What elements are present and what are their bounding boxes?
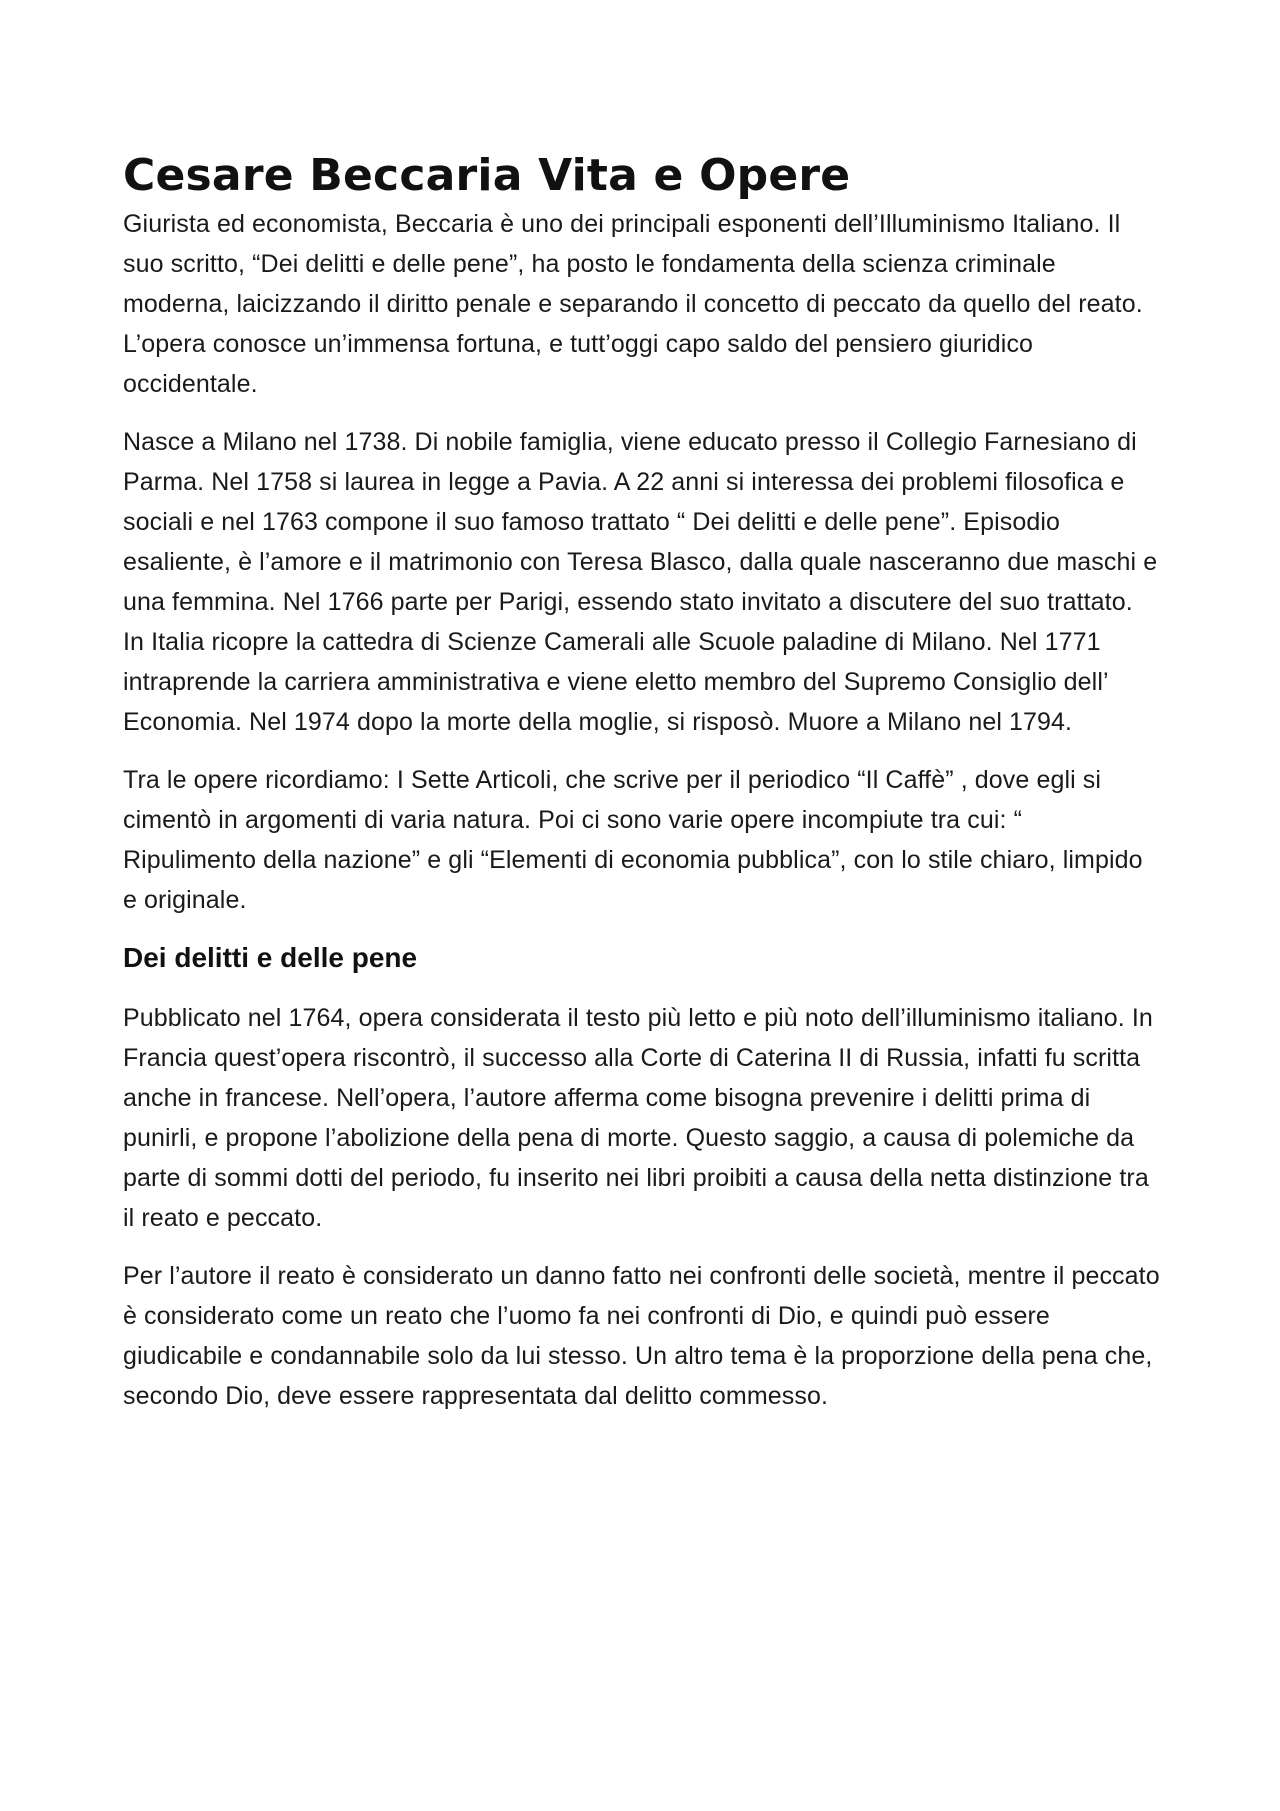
section-heading: Dei delitti e delle pene	[123, 942, 418, 973]
paragraph-works: Tra le opere ricordiamo: I Sette Articoli, che scrive per il periodico “Il Caffè” , dove egli si cimentò in argomenti di varia natura. Poi ci sono varie opere incompiute tra cui: “ Ripulimento della nazione” e gli “Elementi di economia pubblica”, con lo stile chiaro, limpido e originale.	[123, 766, 1143, 914]
paragraph-biography: Nasce a Milano nel 1738. Di nobile famiglia, viene educato presso il Collegio Farnesiano di Parma. Nel 1758 si laurea in legge a Pavia. A 22 anni si interessa dei problemi filosofica e sociali e nel 1763 compone il suo famoso trattato “ Dei delitti e delle pene”. Episodio esaliente, è l’amore e il matrimonio con Teresa Blasco, dalla quale nasceranno due maschi e una femmina. Nel 1766 parte per Parigi, essendo stato invitato a discutere del suo trattato. In Italia ricopre la cattedra di Scienze Camerali alle Scuole paladine di Milano. Nel 1771 intraprende la carriera amministrativa e viene eletto membro del Supremo Consiglio dell’ Economia. Nel 1974 dopo la morte della moglie, si risposò. Muore a Milano nel 1794.	[123, 428, 1158, 736]
document-title: Cesare Beccaria Vita e Opere	[123, 150, 851, 201]
paragraph-treatise-publication: Pubblicato nel 1764, opera considerata il testo più letto e più noto dell’illuminismo italiano. In Francia quest’opera riscontrò, il successo alla Corte di Caterina II di Russia, infatti fu scritta anche in francese. Nell’opera, l’autore afferma come bisogna prevenire i delitti prima di punirli, e propone l’abolizione della pena di morte. Questo saggio, a causa di polemiche da parte di sommi dotti del periodo, fu inserito nei libri proibiti a causa della netta distinzione tra il reato e peccato.	[123, 1004, 1153, 1232]
paragraph-crime-and-sin: Per l’autore il reato è considerato un danno fatto nei confronti delle società, mentre il peccato è considerato come un reato che l’uomo fa nei confronti di Dio, e quindi può essere giudicabile e condannabile solo da lui stesso. Un altro tema è la proporzione della pena che, secondo Dio, deve essere rappresentata dal delitto commesso.	[123, 1262, 1160, 1410]
paragraph-introduction: Giurista ed economista, Beccaria è uno dei principali esponenti dell’Illuminismo Italiano. Il suo scritto, “Dei delitti e delle pene”, ha posto le fondamenta della scienza criminale moderna, laicizzando il diritto penale e separando il concetto di peccato da quello del reato. L’opera conosce un’immensa fortuna, e tutt’oggi capo saldo del pensiero giuridico occidentale.	[123, 210, 1143, 398]
